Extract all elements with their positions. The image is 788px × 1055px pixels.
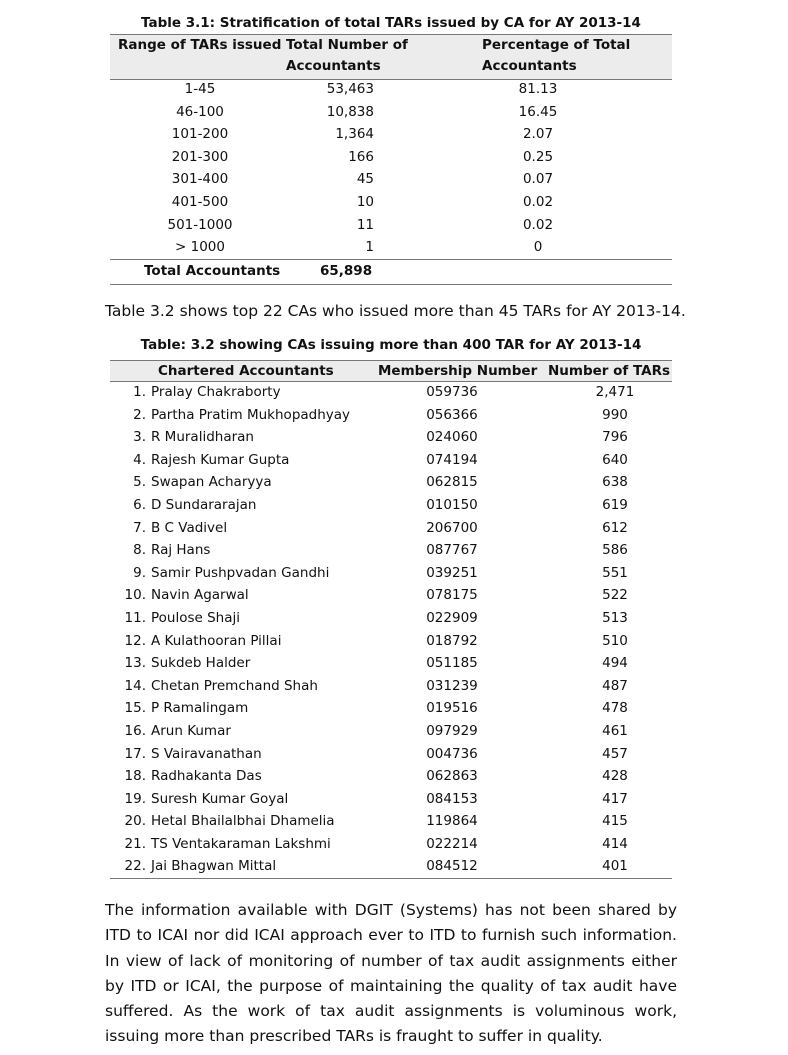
percentage-cell: 0.02	[522, 216, 554, 233]
row-number: 19.	[124, 790, 146, 807]
table-3-1-title: Table 3.1: Stratification of total TARs issued by CA for AY 2013-14	[141, 15, 641, 31]
membership-number: 097929	[426, 722, 478, 739]
table-row	[110, 191, 672, 214]
accountant-name: B C Vadivel	[151, 519, 228, 536]
row-number: 9.	[133, 564, 146, 581]
row-number: 22.	[124, 858, 146, 875]
total-cell: 10,838	[326, 103, 374, 120]
row-number: 15.	[124, 700, 146, 717]
table-row	[110, 449, 672, 472]
accountant-name: S Vairavanathan	[151, 745, 262, 762]
header-membership-number: Membership Number	[378, 363, 538, 379]
percentage-cell: 2.07	[522, 126, 554, 143]
table-row	[110, 494, 672, 517]
tar-count: 494	[602, 655, 628, 672]
membership-number: 022909	[426, 609, 478, 626]
membership-number: 024060	[426, 429, 478, 446]
accountant-name: Suresh Kumar Goyal	[151, 790, 289, 807]
tar-count: 612	[602, 519, 628, 536]
header-chartered-accountants: Chartered Accountants	[158, 363, 334, 379]
tar-count: 478	[602, 700, 628, 717]
row-number: 18.	[124, 768, 146, 785]
range-cell: 401-500	[171, 193, 229, 210]
row-number: 1.	[133, 384, 146, 400]
membership-number: 059736	[426, 384, 478, 400]
row-number: 4.	[133, 451, 146, 468]
range-cell: 501-1000	[167, 216, 233, 233]
tar-count: 414	[602, 835, 628, 852]
table-3-2-body	[110, 381, 672, 879]
table-row	[110, 720, 672, 743]
accountant-name: D Sundararajan	[151, 496, 257, 513]
membership-number: 084153	[426, 790, 478, 807]
table-row	[110, 810, 672, 833]
total-value: 65,898	[320, 263, 373, 279]
table-row	[110, 788, 672, 811]
accountant-name: Arun Kumar	[151, 722, 231, 739]
total-cell: 11	[356, 216, 374, 233]
accountant-name: Chetan Premchand Shah	[151, 677, 318, 694]
table-row	[110, 101, 672, 124]
membership-number: 019516	[426, 700, 478, 717]
accountant-name: Swapan Acharyya	[151, 474, 272, 491]
total-cell: 53,463	[326, 81, 374, 97]
table-row	[110, 236, 672, 259]
table-row	[110, 765, 672, 788]
table-row	[110, 607, 672, 630]
accountant-name: TS Ventakaraman Lakshmi	[151, 835, 331, 852]
tar-count: 461	[602, 722, 628, 739]
percentage-cell: 0.25	[522, 148, 554, 165]
tar-count: 551	[602, 564, 628, 581]
accountant-name: Pralay Chakraborty	[151, 384, 281, 400]
range-cell: 301-400	[171, 171, 229, 188]
accountant-name: R Muralidharan	[151, 429, 254, 446]
total-label: Total Accountants	[144, 263, 281, 279]
table-row	[110, 833, 672, 856]
header-total-line1: Total Number of	[286, 37, 408, 53]
accountant-name: Navin Agarwal	[151, 587, 249, 604]
row-number: 21.	[124, 835, 146, 852]
total-cell: 1,364	[335, 126, 374, 143]
table-row	[110, 426, 672, 449]
accountant-name: Samir Pushpvadan Gandhi	[151, 564, 330, 581]
accountant-name: Poulose Shaji	[151, 609, 241, 626]
tar-count: 619	[602, 496, 628, 513]
table-row	[110, 562, 672, 585]
header-total-line2: Accountants	[286, 58, 381, 74]
range-cell: 1-45	[184, 81, 216, 97]
row-number: 6.	[133, 496, 146, 513]
accountant-name: A Kulathooran Pillai	[151, 632, 282, 649]
table-row	[110, 539, 672, 562]
accountant-name: Sukdeb Halder	[151, 655, 251, 672]
membership-number: 078175	[426, 587, 478, 604]
table-row	[110, 517, 672, 540]
range-cell: 201-300	[171, 148, 229, 165]
table-row	[110, 214, 672, 237]
table-row	[110, 630, 672, 653]
row-number: 16.	[124, 722, 146, 739]
percentage-cell: 0	[533, 239, 543, 256]
tar-count: 415	[602, 813, 628, 830]
table-row	[110, 855, 672, 878]
range-cell: 46-100	[176, 103, 224, 120]
tar-count: 638	[602, 474, 628, 491]
accountant-name: Hetal Bhailalbhai Dhamelia	[151, 813, 335, 830]
table-row	[110, 123, 672, 146]
percentage-cell: 16.45	[518, 103, 558, 120]
table-3-1-header	[110, 34, 672, 80]
row-number: 20.	[124, 813, 146, 830]
accountant-name: Jai Bhagwan Mittal	[151, 858, 277, 875]
table-3-1-body	[110, 78, 672, 259]
row-number: 3.	[133, 429, 146, 446]
row-number: 5.	[133, 474, 146, 491]
row-number: 10.	[124, 587, 146, 604]
tar-count: 510	[602, 632, 628, 649]
table-row	[110, 381, 672, 404]
tar-count: 401	[602, 858, 628, 875]
table-row	[110, 471, 672, 494]
membership-number: 039251	[426, 564, 478, 581]
table-row	[110, 404, 672, 427]
total-cell: 166	[348, 148, 374, 165]
tar-count: 487	[602, 677, 628, 694]
tar-count: 417	[602, 790, 628, 807]
closing-paragraph: The information available with DGIT (Systems) has not been shared by ITD to ICAI nor did ICAI approach ever to ITD to furnish such information. In view of lack of monitoring of number of tax audit assignments either by ITD or ICAI, the purpose of maintaining the quality of tax audit have suffered. As the work of tax audit assignments is voluminous work, issuing more than prescribed TARs is fraught to suffer in quality.	[105, 901, 677, 1046]
membership-number: 119864	[426, 813, 478, 830]
percentage-cell: 0.07	[522, 171, 554, 188]
membership-number: 087767	[426, 542, 478, 559]
accountant-name: P Ramalingam	[151, 700, 249, 717]
total-cell: 1	[365, 239, 374, 256]
table-row	[110, 584, 672, 607]
row-number: 2.	[133, 406, 146, 423]
table-row	[110, 697, 672, 720]
tar-count: 522	[602, 587, 628, 604]
accountant-name: Radhakanta Das	[151, 768, 262, 785]
table-row	[110, 168, 672, 191]
table-row	[110, 743, 672, 766]
row-number: 11.	[124, 609, 146, 626]
tar-count: 796	[602, 429, 628, 446]
membership-number: 004736	[426, 745, 478, 762]
table-row	[110, 675, 672, 698]
total-cell: 45	[356, 171, 374, 188]
membership-number: 084512	[426, 858, 478, 875]
row-number: 7.	[133, 519, 146, 536]
header-pct-line2: Accountants	[482, 58, 577, 74]
total-cell: 10	[356, 193, 374, 210]
tar-count: 990	[602, 406, 628, 423]
membership-number: 062815	[426, 474, 478, 491]
accountant-name: Partha Pratim Mukhopadhyay	[151, 406, 351, 423]
accountant-name: Rajesh Kumar Gupta	[151, 451, 290, 468]
tar-count: 513	[602, 609, 628, 626]
membership-number: 022214	[426, 835, 478, 852]
membership-number: 010150	[426, 496, 478, 513]
row-number: 13.	[124, 655, 146, 672]
header-number-of-tars: Number of TARs	[548, 363, 671, 379]
table-3-2-title: Table: 3.2 showing CAs issuing more than 400 TAR for AY 2013-14	[140, 337, 642, 353]
row-number: 8.	[133, 542, 146, 559]
row-number: 17.	[124, 745, 146, 762]
tar-count: 640	[602, 451, 628, 468]
table-3-1-total-row	[110, 259, 672, 285]
table-row	[110, 78, 672, 101]
header-range: Range of TARs issued	[118, 37, 282, 53]
table-3-2-header	[110, 360, 672, 382]
range-cell: 101-200	[171, 126, 229, 143]
table-row	[110, 652, 672, 675]
membership-number: 031239	[426, 677, 478, 694]
accountant-name: Raj Hans	[151, 542, 211, 559]
tar-count: 586	[602, 542, 628, 559]
tar-count: 457	[602, 745, 628, 762]
row-number: 14.	[124, 677, 146, 694]
percentage-cell: 0.02	[522, 193, 554, 210]
membership-number: 051185	[426, 655, 478, 672]
membership-number: 206700	[426, 519, 478, 536]
percentage-cell: 81.13	[518, 81, 558, 97]
tar-count: 2,471	[595, 384, 635, 400]
range-cell: > 1000	[175, 239, 225, 256]
tar-count: 428	[602, 768, 628, 785]
intro-text: Table 3.2 shows top 22 CAs who issued more than 45 TARs for AY 2013-14.	[105, 302, 686, 320]
membership-number: 018792	[426, 632, 478, 649]
row-number: 12.	[124, 632, 146, 649]
table-row	[110, 146, 672, 169]
membership-number: 074194	[426, 451, 478, 468]
membership-number: 062863	[426, 768, 478, 785]
membership-number: 056366	[426, 406, 478, 423]
header-pct-line1: Percentage of Total	[482, 37, 631, 53]
